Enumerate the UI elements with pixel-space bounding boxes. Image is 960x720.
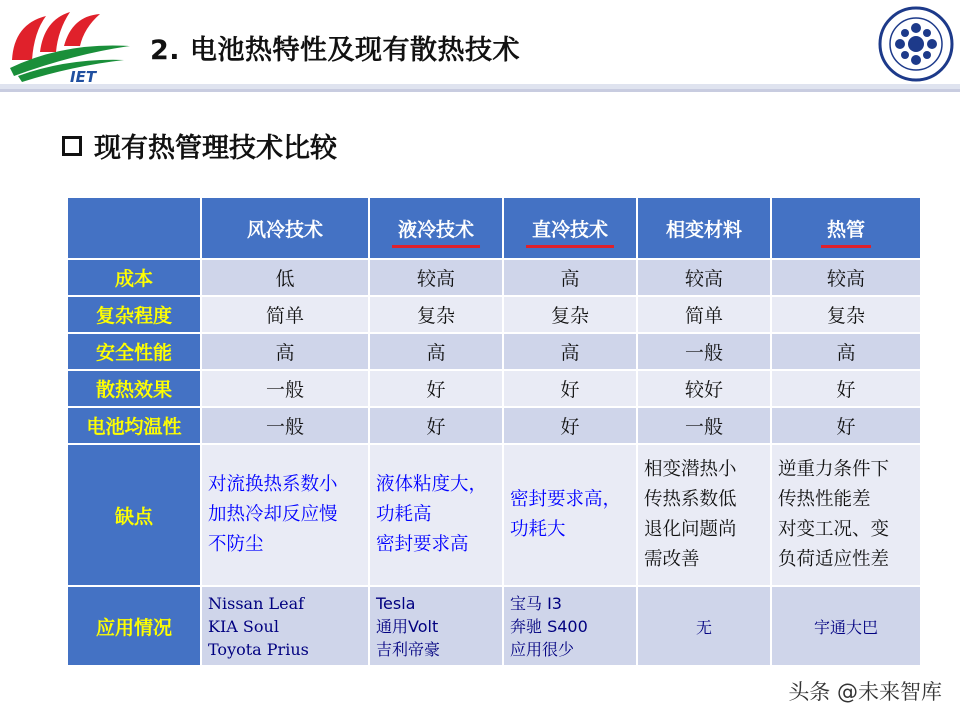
slide-header [0, 0, 960, 92]
column-header: 直冷技术 [503, 197, 637, 259]
table-cell: 高 [201, 333, 369, 370]
table-cell: 较高 [369, 259, 503, 296]
table-corner-cell [67, 197, 201, 259]
table-row [67, 259, 921, 296]
row-header: 成本 [67, 259, 201, 296]
row-header: 复杂程度 [67, 296, 201, 333]
table-row [67, 296, 921, 333]
table-cell: 一般 [637, 407, 771, 444]
table-cell: 一般 [201, 370, 369, 407]
column-header: 热管 [771, 197, 921, 259]
row-header: 应用情况 [67, 586, 201, 666]
table-cell: 宇通大巴 [771, 586, 921, 666]
row-header: 安全性能 [67, 333, 201, 370]
table-cell: 好 [369, 407, 503, 444]
table-cell: 复杂 [369, 296, 503, 333]
header-divider-shadow [0, 89, 960, 92]
table-cell: 宝马 I3 奔驰 S400 应用很少 [503, 586, 637, 666]
table-cell: 好 [503, 407, 637, 444]
table-cell: 高 [771, 333, 921, 370]
table-row-applications [67, 586, 921, 666]
comparison-table [66, 196, 922, 667]
row-header: 电池均温性 [67, 407, 201, 444]
column-header: 风冷技术 [201, 197, 369, 259]
table-cell: 无 [637, 586, 771, 666]
table-cell: 液体粘度大， 功耗高 密封要求高 [369, 444, 503, 586]
checkbox-bullet-icon [62, 136, 82, 156]
table-cell: 高 [369, 333, 503, 370]
table-cell: 低 [201, 259, 369, 296]
table-cell: 高 [503, 259, 637, 296]
section-heading [62, 126, 337, 165]
table-cell: 简单 [637, 296, 771, 333]
page-title: 2. 电池热特性及现有散热技术 [150, 35, 520, 66]
table-cell: Nissan Leaf KIA Soul Toyota Prius [201, 586, 369, 666]
table-cell: 好 [771, 407, 921, 444]
table-cell: 好 [503, 370, 637, 407]
table-row-drawbacks [67, 444, 921, 586]
iet-logo-icon [4, 2, 136, 84]
table-cell: 好 [369, 370, 503, 407]
row-header: 缺点 [67, 444, 201, 586]
table-row [67, 333, 921, 370]
table-cell: 复杂 [503, 296, 637, 333]
table-cell: 较好 [637, 370, 771, 407]
table-header-row [67, 197, 921, 259]
table-row [67, 407, 921, 444]
column-header: 液冷技术 [369, 197, 503, 259]
table-cell: Tesla 通用Volt 吉利帝豪 [369, 586, 503, 666]
section-heading-text: 现有热管理技术比较 [94, 133, 337, 164]
table-cell: 好 [771, 370, 921, 407]
table-cell: 一般 [201, 407, 369, 444]
table-cell: 较高 [771, 259, 921, 296]
table-row [67, 370, 921, 407]
row-header: 散热效果 [67, 370, 201, 407]
table-cell: 一般 [637, 333, 771, 370]
table-cell: 较高 [637, 259, 771, 296]
table-cell: 对流换热系数小 加热冷却反应慢 不防尘 [201, 444, 369, 586]
svg-text:IET: IET [70, 68, 97, 84]
table-cell: 复杂 [771, 296, 921, 333]
table-cell: 相变潜热小 传热系数低 退化问题尚 需改善 [637, 444, 771, 586]
table-cell: 简单 [201, 296, 369, 333]
table-cell: 逆重力条件下 传热性能差 对变工况、变 负荷适应性差 [771, 444, 921, 586]
table-cell: 密封要求高， 功耗大 [503, 444, 637, 586]
watermark: 头条 @未来智库 [788, 680, 942, 704]
table-cell: 高 [503, 333, 637, 370]
column-header: 相变材料 [637, 197, 771, 259]
institution-seal-icon [878, 6, 954, 82]
